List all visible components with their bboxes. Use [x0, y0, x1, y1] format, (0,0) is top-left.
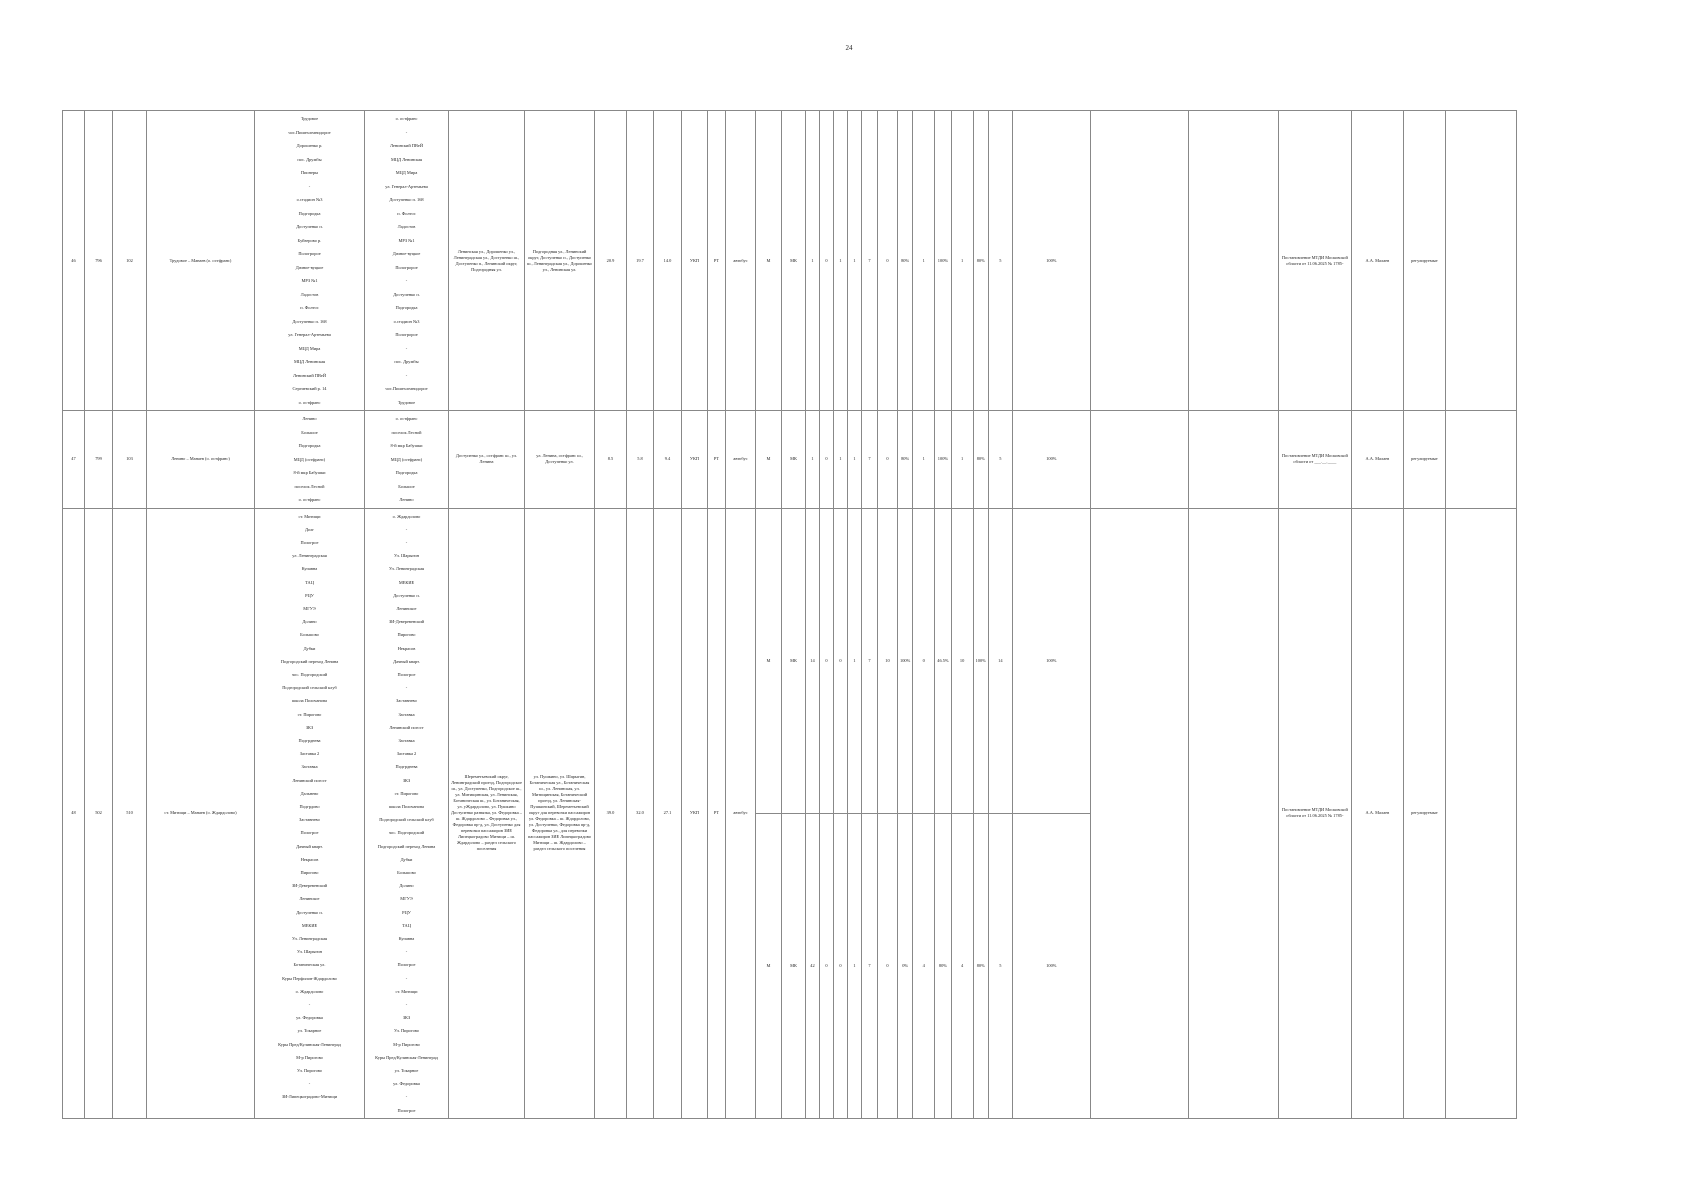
stop-name: Доступенко п. 168 — [292, 318, 327, 324]
empty-cell — [1445, 411, 1516, 509]
stop-name: ул. Федоровка — [393, 1081, 420, 1087]
stop-name: о. Ждардолово — [295, 988, 324, 994]
stop-name: - — [308, 183, 311, 189]
registration-number: 799 — [85, 411, 113, 509]
stop-name: ст. Митищи — [395, 988, 418, 994]
fleet-cell: 1 — [848, 508, 862, 813]
empty-cell — [1445, 111, 1516, 411]
stop-name: ЗКЗ — [305, 724, 314, 730]
stop-name: о. остфранс — [298, 497, 321, 502]
stop-name: Ботаническая ул. — [293, 962, 326, 968]
streets-forward: Доступенко ул., остфранс ш., ул. Ленина — [449, 411, 525, 509]
stop-name: Подгородский сельский клуб — [379, 817, 434, 823]
stop-name: Ладостов — [397, 224, 416, 229]
tariff-type: РТ — [708, 508, 726, 1118]
fleet-cell: 80% — [935, 813, 951, 1118]
length-backward: 19.7 — [627, 111, 654, 411]
stop-name: РЦУ — [305, 592, 314, 598]
fleet-cell: 80% — [898, 111, 913, 411]
stop-name: Ул. Пирогово — [296, 1068, 323, 1074]
fleet-cell: 46.5% — [935, 508, 951, 813]
stop-name: Пирогово — [397, 632, 416, 638]
stop-name: Долино — [399, 883, 414, 889]
stop-name: Дубки — [303, 645, 316, 651]
stop-name: ЗИ-Деверевенский — [388, 619, 425, 625]
fleet-cell: 80% — [898, 411, 913, 509]
fleet-cell: 0 — [820, 813, 834, 1118]
stop-name: - — [405, 539, 408, 545]
row-number: 47 — [63, 411, 85, 509]
empty-cell — [1445, 508, 1516, 1118]
stop-name: поселок Лесной — [294, 483, 325, 489]
stop-name: - — [405, 526, 408, 532]
fleet-cell: МК — [782, 508, 806, 813]
fleet-cell: 0 — [820, 508, 834, 813]
fleet-cell: 100% — [1012, 111, 1090, 411]
stop-name: Ленинское — [396, 605, 417, 611]
fleet-cell: 100% — [973, 508, 988, 813]
stop-name: - — [308, 1081, 311, 1087]
stop-name: ул. Токарное — [394, 1068, 419, 1074]
stop-name: Ленинское — [299, 896, 320, 902]
stop-name: 8-й мкр Бабушки — [293, 470, 326, 475]
stop-name: ст. Митищи — [298, 513, 321, 519]
stop-name: Подгородский сельский клуб — [282, 685, 337, 691]
stop-name: Дачное-вуцкое — [392, 251, 421, 256]
stop-name: Ул. Ленинградская — [388, 566, 425, 572]
tariff-type: РТ — [708, 411, 726, 509]
stop-name: о. остфранс — [395, 416, 418, 421]
fleet-cell: 42 — [806, 813, 820, 1118]
stop-name: - — [405, 129, 408, 135]
fleet-cell: 1 — [848, 411, 862, 509]
stop-name: Доступенко п. — [296, 909, 323, 915]
stop-name: ул. Генерал-Артемьева — [288, 332, 331, 337]
stop-name: Пологророе — [395, 332, 418, 337]
stop-name: о.стадион №3 — [393, 318, 420, 324]
fleet-cell: 10 — [878, 508, 898, 813]
stop-name: Трудовое — [300, 116, 319, 121]
stop-name: ул. Генерал-Артемьева — [385, 183, 428, 189]
stop-name: Пологророе — [395, 264, 418, 270]
fleet-cell: 80% — [973, 411, 988, 509]
tariff-type: РТ — [708, 111, 726, 411]
fleet-cell: 100% — [1012, 411, 1090, 509]
stop-name: Доступенко п. — [393, 291, 420, 297]
stop-name: школа Полочанова — [292, 698, 327, 704]
fleet-cell: М — [756, 813, 782, 1118]
stop-name: Некрасов — [397, 645, 416, 651]
stop-name: о. остфранс — [395, 116, 418, 121]
stop-name: п. Фолтос — [397, 210, 416, 216]
stop-name: 8-й мкр Бабушки — [390, 443, 423, 448]
fleet-cell: 1 — [806, 111, 820, 411]
fleet-cell: 0 — [834, 508, 848, 813]
vehicle-type: автобус — [726, 111, 756, 411]
stop-name: ТАЦ — [305, 579, 314, 585]
streets-forward: Ленинская ул., Дорошенко ул., Ленинградская ул., Доступенко ш., Доступенко п., Ленинский округ, Подгородняя ул. — [449, 111, 525, 411]
stop-name: Сергиевский р. 14 — [292, 386, 327, 391]
page-number: 24 — [845, 44, 853, 52]
fleet-cell: 80% — [973, 813, 988, 1118]
stop-name: Дорошенко р. — [296, 143, 323, 148]
length-backward: 32.0 — [627, 508, 654, 1118]
stop-name: Большое — [301, 429, 318, 435]
stop-name: пос. Дружбы — [394, 359, 419, 364]
stop-name: - — [405, 1094, 408, 1100]
stop-name: - — [405, 1002, 408, 1008]
streets-backward: ул. Ленина, остфранс ш., Доступенко ул. — [525, 411, 595, 509]
stop-name: Подгородка — [395, 305, 418, 310]
fleet-cell: 7 — [862, 813, 878, 1118]
stop-name: Трудовое — [397, 399, 416, 405]
stop-name: - — [405, 372, 408, 378]
stop-name: М-р Пирогово — [393, 1041, 420, 1047]
stop-name: Заставка — [398, 711, 415, 717]
stop-name: МЦД Мира — [395, 170, 418, 175]
stop-name: Пирогово — [300, 869, 319, 875]
stop-name: Заставка — [301, 764, 318, 770]
stop-name: Долг — [304, 526, 315, 532]
stop-name: ЗКЗ — [402, 1015, 411, 1021]
fleet-cell: 100% — [935, 111, 951, 411]
stop-name: МЕКИЕ — [301, 922, 318, 928]
stop-name: Подгородский переход Ленина — [280, 658, 339, 664]
stop-name: ст. Пирогово — [394, 790, 419, 796]
stop-name: Дубки — [400, 856, 413, 862]
fleet-cell: 0 — [913, 508, 935, 813]
stop-name: Ул. Ленинградская — [291, 936, 328, 941]
stop-name: Пологророе — [298, 251, 321, 256]
stop-name: Подгрднева — [298, 737, 321, 743]
stop-name: Доступенко п. 168 — [389, 197, 424, 202]
stop-name: о. Ждардолово — [392, 513, 421, 519]
fleet-cell: 100% — [1012, 813, 1090, 1118]
fleet-cell: 5 — [988, 813, 1012, 1118]
fleet-cell: 1 — [913, 111, 935, 411]
stop-name: школа Полочанова — [389, 803, 424, 809]
fleet-cell: М — [756, 411, 782, 509]
fleet-cell: 10 — [951, 508, 973, 813]
stop-name: Купавна — [398, 936, 415, 941]
stop-name: Куры Перфилов-Ждардолово — [282, 975, 337, 981]
owner-name: А.А. Малаев — [1351, 111, 1403, 411]
stop-name: Заставнево — [299, 817, 320, 823]
stop-name: Пологрое — [300, 830, 319, 836]
stop-name: МЕКИЕ — [398, 579, 415, 585]
stop-name: МЦД (остфранс) — [390, 456, 423, 462]
stop-name: Большово — [397, 869, 416, 875]
length-total: 27.1 — [654, 508, 682, 1118]
stop-name: Ленино — [302, 416, 317, 421]
fleet-cell: 1 — [951, 411, 973, 509]
stop-name: Пологрое — [300, 539, 319, 545]
stops-backward — [365, 508, 449, 1118]
stop-name: Подгородка — [395, 470, 418, 475]
stop-name: Ул. Пирогово — [393, 1028, 420, 1034]
stop-name: МГУЭ — [400, 896, 413, 902]
route-name: ст. Митищи – Манаев (о. Ждардолово) — [147, 508, 255, 1118]
fleet-cell: 7 — [862, 411, 878, 509]
stop-name: - — [405, 975, 408, 981]
stop-name: Пионеры — [300, 170, 319, 175]
empty-cell — [1188, 411, 1278, 509]
stop-name: РЦУ — [402, 909, 411, 915]
stop-name: ст. Пирогово — [297, 711, 322, 717]
length-forward: 8.5 — [595, 411, 627, 509]
empty-cell — [1090, 508, 1188, 1118]
route-name: Трудовое – Манаев (о. остфранс) — [147, 111, 255, 411]
stop-name: М-р Пирогово — [296, 1054, 323, 1060]
stop-name: Подгородка — [298, 210, 321, 216]
stop-name: Пологрое — [397, 671, 416, 677]
stop-name: Дальнево — [300, 790, 319, 796]
stop-name: ЗИ-Липецкоградово-Митищи — [281, 1094, 338, 1100]
registration-number: 796 — [85, 111, 113, 411]
stop-name: Заставка 2 — [299, 751, 320, 757]
fleet-cell: 1 — [951, 111, 973, 411]
route-basis: регулируемые — [1403, 111, 1445, 411]
fleet-cell: 0 — [820, 411, 834, 509]
stops-backward — [365, 411, 449, 509]
stop-name: ЗИ-Деверевенский — [291, 883, 328, 889]
stop-name: - — [308, 1002, 311, 1008]
fleet-cell: 1 — [913, 411, 935, 509]
route-basis: регулируемые — [1403, 411, 1445, 509]
stop-name: Дачный кварт. — [296, 843, 323, 849]
fleet-cell: 0 — [878, 411, 898, 509]
fleet-cell: 5 — [988, 111, 1012, 411]
fleet-cell: М — [756, 111, 782, 411]
stop-name: Доступенко п. — [296, 224, 323, 229]
stop-name: Пологрое — [397, 962, 416, 968]
stop-name: - — [405, 345, 408, 351]
fleet-cell: 14 — [806, 508, 820, 813]
route-number: 102 — [113, 111, 147, 411]
fleet-cell: 7 — [862, 508, 878, 813]
stop-name: Заставнево — [396, 698, 417, 704]
stop-name: Подгрднева — [395, 764, 418, 770]
stop-name: Буйзерово р. — [297, 237, 322, 243]
length-total: 9.4 — [654, 411, 682, 509]
stop-name: чос. Подгородский — [388, 830, 425, 836]
streets-forward: Шереметьевский округ, Ленинградский проезд, Подгородское ш., ул. Доступенко, Подгородское ш., ул. Митищинская, ул. Ленинская, Ботаническая ш., ул. Ботаническая, ул. уЖдардолово, ул. Пушкино Доступенко развязка, ул. Федоровка – ш. Ждардолово – Федоровка ул., Федоровка пр-д, ул. Доступенко для перевозки пассажиров ЗИЕ Липецкоградово Митищи – ш. Ждардолово – раздел сельского поселения — [449, 508, 525, 1118]
fleet-cell: 100% — [935, 411, 951, 509]
fleet-cell: 0 — [834, 813, 848, 1118]
row-number: 46 — [63, 111, 85, 411]
route-register-table — [62, 110, 1517, 1119]
fleet-cell: МК — [782, 111, 806, 411]
stop-name: Ленинский погост — [292, 777, 327, 783]
fleet-cell: 0% — [898, 813, 913, 1118]
stop-name: Заставка — [398, 737, 415, 743]
table-row — [63, 411, 1517, 509]
stops-forward — [255, 111, 365, 411]
stop-name: о.стадион №3 — [296, 197, 323, 202]
stop-name: МЦД (остфранс) — [293, 456, 326, 462]
stop-name: МЦД Ленинская — [390, 156, 423, 162]
stop-name: МЦД Ленинская — [293, 359, 326, 364]
stop-order: УКП — [682, 411, 708, 509]
stop-name: Дачное-вуцкое — [295, 264, 324, 270]
stop-name: ул. Ленинградская — [292, 553, 327, 559]
fleet-cell: 80% — [973, 111, 988, 411]
stop-name: Подгородка — [298, 443, 321, 448]
owner-name: А.А. Малаев — [1351, 411, 1403, 509]
stop-name: Доступенко п. — [393, 592, 420, 598]
stop-name: Заставка 2 — [396, 751, 417, 757]
stop-name: Большово — [300, 632, 319, 638]
stop-name: - — [405, 685, 408, 691]
stop-name: Куры Пред/Кулинская-Ленинград — [278, 1041, 341, 1047]
fleet-cell: 1 — [806, 411, 820, 509]
fleet-cell: 0 — [878, 111, 898, 411]
stop-name: ТАЦ — [402, 922, 411, 928]
length-forward: 20.9 — [595, 111, 627, 411]
vehicle-type: автобус — [726, 508, 756, 1118]
stop-name: о. остфранс — [298, 399, 321, 405]
stops-forward — [255, 508, 365, 1118]
fleet-cell: 1 — [848, 813, 862, 1118]
fleet-cell: 1 — [834, 411, 848, 509]
stop-name: Купавна — [301, 566, 318, 572]
fleet-cell: 14 — [988, 508, 1012, 813]
stops-backward — [365, 111, 449, 411]
fleet-cell: 100% — [1012, 508, 1090, 813]
carrier-document: Постановление МТДИ Московской области от 11.06.2025 № 1785- — [1278, 508, 1351, 1118]
stop-name: Куры Пред/Кулинская-Ленинград — [375, 1054, 438, 1060]
stop-name: МЦД Мира — [298, 345, 321, 351]
fleet-cell: 4 — [951, 813, 973, 1118]
stop-name: Ул. Шарыгин — [393, 553, 420, 559]
fleet-cell: 100% — [898, 508, 913, 813]
route-number: 510 — [113, 508, 147, 1118]
fleet-cell: 1 — [848, 111, 862, 411]
streets-backward: ул. Пушкино, ул. Шарыгин, Ботаническая ул., Ботаническая ш., ул. Ленинская, ул. Митищинская, Ботанический проезд, ул. Ленинская-Пушкинский, Шереметьевский округ для перевозки пассажиров ул. Федоровка – ш. Ждардолово, ул. Доступенко, Федоровка пр-д, Федоровка ул., для перевозки пассажиров ЗИЕ Липецкоградово Митищи – ш. Ждардолово – раздел сельского поселения — [525, 508, 595, 1118]
length-backward: 5.8 — [627, 411, 654, 509]
stop-name: чос.Пишехлеанидорое — [288, 129, 331, 135]
stop-name: Ленинский ПВеЙ — [292, 372, 327, 378]
fleet-cell: 4 — [913, 813, 935, 1118]
stop-name: Долино — [302, 619, 317, 625]
stop-name: чос. Подгородский — [291, 671, 328, 677]
fleet-cell: М — [756, 508, 782, 813]
stop-name: МРЗ №1 — [301, 278, 318, 283]
stops-forward — [255, 411, 365, 509]
stop-name: ул. Федоровка — [296, 1015, 323, 1021]
length-total: 14.0 — [654, 111, 682, 411]
fleet-cell: 1 — [834, 111, 848, 411]
route-name: Ленино – Манаев (о. остфранс) — [147, 411, 255, 509]
table-row — [63, 508, 1517, 813]
stop-name: Ленино — [399, 497, 414, 502]
fleet-cell: 7 — [862, 111, 878, 411]
stop-name: - — [405, 949, 408, 955]
stop-name: Подгрдово — [299, 803, 320, 809]
stop-name: Дачный кварт. — [393, 658, 420, 664]
empty-cell — [1090, 111, 1188, 411]
row-number: 48 — [63, 508, 85, 1118]
carrier-document: Постановление МТДИ Московской области от ___.__.____ — [1278, 411, 1351, 509]
stop-name: поселок Лесной — [391, 429, 422, 435]
stop-name: МГУЭ — [303, 605, 316, 611]
stop-name: Ленинский ПВеЙ — [389, 143, 424, 148]
stop-name: ул. Токарное — [297, 1028, 322, 1034]
owner-name: А.А. Малаев — [1351, 508, 1403, 1118]
stop-name: пос. Дружбы — [297, 156, 322, 162]
stop-name: - — [405, 278, 408, 283]
stop-name: Пологрое — [397, 1107, 416, 1113]
stop-name: Подгородский переход Ленина — [377, 843, 436, 849]
table-row — [63, 111, 1517, 411]
stop-name: МРЗ №1 — [398, 237, 415, 243]
stop-name: ЗКЗ — [402, 777, 411, 783]
fleet-cell: МК — [782, 411, 806, 509]
fleet-cell: 0 — [878, 813, 898, 1118]
stop-name: Ул. Шарыгин — [296, 949, 323, 955]
empty-cell — [1090, 411, 1188, 509]
stop-order: УКП — [682, 508, 708, 1118]
registration-number: 502 — [85, 508, 113, 1118]
stop-order: УКП — [682, 111, 708, 411]
empty-cell — [1188, 508, 1278, 1118]
empty-cell — [1188, 111, 1278, 411]
stop-name: Ладостов — [300, 291, 319, 297]
length-forward: 39.0 — [595, 508, 627, 1118]
stop-name: чос.Пишехлеанидорое — [385, 386, 428, 391]
stop-name: Большое — [398, 483, 415, 489]
carrier-document: Постановление МТДИ Московской области от 11.06.2025 № 1785- — [1278, 111, 1351, 411]
stop-name: Ленинский погост — [389, 724, 424, 730]
fleet-cell: 5 — [988, 411, 1012, 509]
fleet-cell: МК — [782, 813, 806, 1118]
stop-name: Некрасов — [300, 856, 319, 862]
route-basis: регулируемые — [1403, 508, 1445, 1118]
route-number: 103 — [113, 411, 147, 509]
vehicle-type: автобус — [726, 411, 756, 509]
fleet-cell: 0 — [820, 111, 834, 411]
stop-name: п. Фолтос — [300, 305, 319, 310]
streets-backward: Подгородняя ул., Ленинский округ, Доступенко п., Доступенко ш., Ленинградская ул., Дорошенко ул., Ленинская ул. — [525, 111, 595, 411]
